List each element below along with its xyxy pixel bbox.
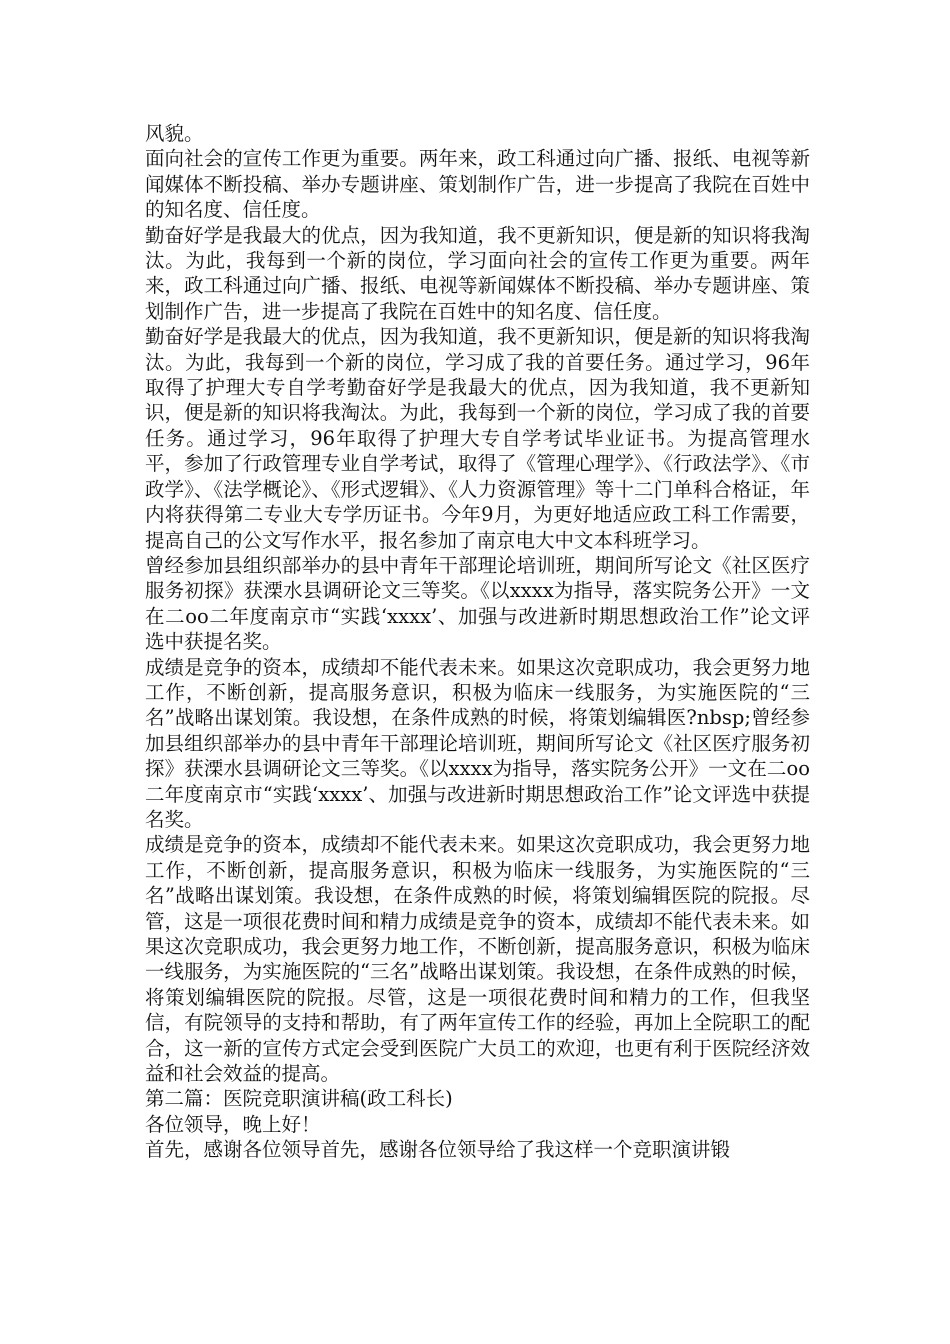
paragraph-study-1: 勤奋好学是我最大的优点，因为我知道，我不更新知识，便是新的知识将我淘汰。为此，我每到一个新的岗位，学习面向社会的宣传工作更为重要。两年来，政工科通过向广播、报纸、电视等新闻媒体不断投稿、举办专题讲座、策划制作广告，进一步提高了我院在百姓中的知名度、信任度。 <box>145 223 810 323</box>
section-heading: 第二篇：医院竞职演讲稿(政工科长) <box>145 1087 453 1111</box>
paragraph-training: 曾经参加县组织部举办的县中青年干部理论培训班，期间所写论文《社区医疗服务初探》获溧水县调研论文三等奖。《以xxxx为指导，落实院务公开》一文在二oo二年度南京市“实践‘xxxx’、加强与改进新时期思想政治工作”论文评选中获提名奖。 <box>145 553 810 654</box>
paragraph-achievement-2: 成绩是竞争的资本，成绩却不能代表未来。如果这次竞职成功，我会更努力地工作，不断创新，提高服务意识，积极为临床一线服务，为实施医院的“三名”战略出谋划策。我设想，在条件成熟的时候，将策划编辑医院的院报。尽管，这是一项很花费时间和精力成绩是竞争的资本，成绩却不能代表未来。如果这次竞职成功，我会更努力地工作，不断创新，提高服务意识，积极为临床一线服务，为实施医院的“三名”战略出谋划策。我设想，在条件成熟的时候，将策划编辑医院的院报。尽管，这是一项很花费时间和精力的工作，但我坚信，有院领导的支持和帮助，有了两年宣传工作的经验，再加上全院职工的配合，这一新的宣传方式定会受到医院广大员工的欢迎，也更有利于医院经济效益和社会效益的提高。 <box>145 833 810 1086</box>
paragraph-publicity: 面向社会的宣传工作更为重要。两年来，政工科通过向广播、报纸、电视等新闻媒体不断投稿、举办专题讲座、策划制作广告，进一步提高了我院在百姓中的知名度、信任度。 <box>145 147 810 222</box>
paragraph-study-2: 勤奋好学是我最大的优点，因为我知道，我不更新知识，便是新的知识将我淘汰。为此，我每到一个新的岗位，学习成了我的首要任务。通过学习，96年取得了护理大专自学考勤奋好学是我最大的优点，因为我知道，我不更新知识，便是新的知识将我淘汰。为此，我每到一个新的岗位，学习成了我的首要任务。通过学习，96年取得了护理大专自学考试毕业证书。为提高管理水平，参加了行政管理专业自学考试，取得了《管理心理学》、《行政法学》、《市政学》、《法学概论》、《形式逻辑》、《人力资源管理》等十二门单科合格证，年内将获得第二专业大专学历证书。今年9月，为更好地适应政工科工作需要，提高自己的公文写作水平，报名参加了南京电大中文本科班学习。 <box>145 325 810 552</box>
document-body <box>145 121 810 1163</box>
paragraph-opening: 首先，感谢各位领导首先，感谢各位领导给了我这样一个竞职演讲锻 <box>145 1138 731 1162</box>
paragraph-achievement-1: 成绩是竞争的资本，成绩却不能代表未来。如果这次竞职成功，我会更努力地工作，不断创新，提高服务意识，积极为临床一线服务，为实施医院的“三名”战略出谋划策。我设想，在条件成熟的时候，将策划编辑医?nbsp;曾经参加县组织部举办的县中青年干部理论培训班，期间所写论文《社区医疗服务初探》获溧水县调研论文三等奖。《以xxxx为指导，落实院务公开》一文在二oo二年度南京市“实践‘xxxx’、加强与改进新时期思想政治工作”论文评选中获提名奖。 <box>145 655 810 831</box>
greeting: 各位领导，晚上好！ <box>145 1112 321 1136</box>
paragraph-fragment: 风貌。 <box>145 122 204 145</box>
